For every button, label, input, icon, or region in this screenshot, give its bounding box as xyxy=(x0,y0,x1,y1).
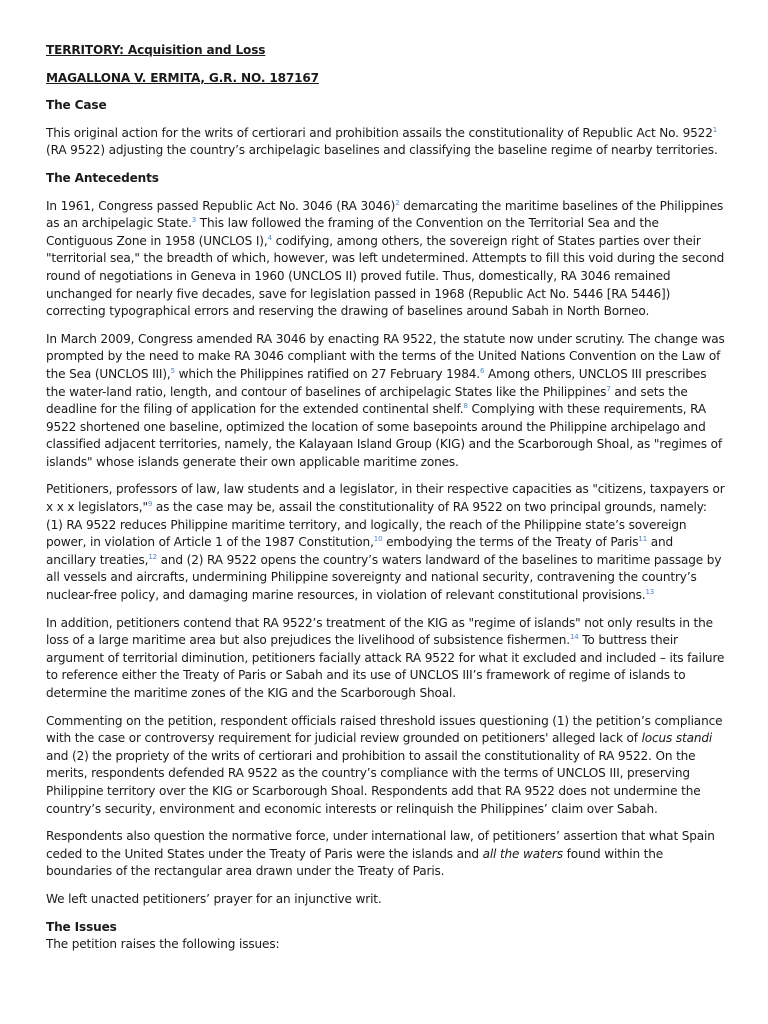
footnote-ref[interactable]: 12 xyxy=(148,552,157,561)
footnote-ref[interactable]: 9 xyxy=(147,500,153,509)
paragraph-respondents-question: Respondents also question the normative force, under international law, of petitioners’ assertion that what Spain ceded to the United States under the Treaty of Paris were the islands and all the waters found within the boundaries of the rectangular area drawn under the Treaty of Paris. xyxy=(46,829,715,879)
footnote-ref[interactable]: 1 xyxy=(712,125,718,134)
footnote-ref[interactable]: 8 xyxy=(463,402,468,411)
footnote-ref[interactable]: 4 xyxy=(267,233,272,242)
paragraph-antecedents-1: In 1961, Congress passed Republic Act No. 3046 (RA 3046)$^2$ demarcating the maritime baselines of the Philippines as an archipelagic State.$^3$ This law followed the framing of the Convention on the Territorial Sea and the Contiguous Zone in 1958 (UNCLOS I),$^4$ codifying, among others, the sovereign right of States parties over their "territorial sea," the breadth of which, however, was left undetermined. Attempts to fill this void during the second round of negotiations in Geneva in 1960 (UNCLOS II) proved futile. Thus, domestically, RA 3046 remained unchanged for nearly five decades, save for legislation passed in 1968 (Republic Act No. 5446 [RA 5446]) correcting typographical errors and reserving the drawing of baselines around Sabah in North Borneo. xyxy=(46,198,725,319)
footnote-ref[interactable]: 2 xyxy=(395,198,400,207)
document-title: TERRITORY: Acquisition and Loss xyxy=(46,43,266,57)
footnote-ref[interactable]: 6 xyxy=(479,366,485,375)
footnote-ref[interactable]: 11 xyxy=(638,535,648,544)
footnote-ref[interactable]: 10 xyxy=(373,535,383,544)
section-heading-case: The Case xyxy=(46,98,107,113)
footnote-ref[interactable]: 3 xyxy=(191,216,197,225)
section-heading-antecedents: The Antecedents xyxy=(46,170,159,185)
paragraph-case: This original action for the writs of certiorari and prohibition assails the constitutionality of Republic Act No. 9522$^1$ (RA 9522) adjusting the country’s archipelagic baselines and classifying the baseline regime of nearby territories. xyxy=(46,125,718,158)
paragraph-injunctive-writ: We left unacted petitioners’ prayer for an injunctive writ. xyxy=(46,891,382,906)
case-name: MAGALLONA V. ERMITA, G.R. NO. 187167 xyxy=(46,70,319,85)
document-page xyxy=(46,42,726,954)
paragraph-respondents-comment: Commenting on the petition, respondent officials raised threshold issues questioning (1) the petition’s compliance with the case or controversy requirement for judicial review grounded on petitioners' alleged lack of locus standi and (2) the propriety of the writs of certiorari and prohibition to assail the constitutionality of RA 9522. On the merits, respondents defended RA 9522 as the country’s compliance with the terms of UNCLOS III, preserving Philippine territory over the KIG or Scarborough Shoal. Respondents add that RA 9522 does not undermine the country’s security, environment and economic interests or relinquish the Philippines’ claim over Sabah. xyxy=(46,713,723,816)
paragraph-issues-intro: The petition raises the following issues: xyxy=(46,937,280,952)
paragraph-antecedents-2: In March 2009, Congress amended RA 3046 by enacting RA 9522, the statute now under scrutiny. The change was prompted by the need to make RA 3046 compliant with the terms of the United Nations Convention on the Law of the Sea (UNCLOS III),$^5$ which the Philippines ratified on 27 February 1984.$^6$ Among others, UNCLOS III prescribes the water-land ratio, length, and contour of baselines of archipelagic States like the Philippines$^7$ and sets the deadline for the filing of application for the extended continental shelf.$^8$ Complying with these requirements, RA 9522 shortened one baseline, optimized the location of some basepoints around the Philippine archipelago and classified adjacent territories, namely, the Kalayaan Island Group (KIG) and the Scarborough Shoal, as "regimes of islands" whose islands generate their own applicable maritime zones. xyxy=(46,331,725,469)
section-heading-issues: The Issues xyxy=(46,919,117,934)
footnote-ref[interactable]: 13 xyxy=(645,588,655,596)
footnote-ref[interactable]: 14 xyxy=(569,633,579,642)
paragraph-kig: In addition, petitioners contend that RA 9522’s treatment of the KIG as "regime of islands" not only results in the loss of a large maritime area but also prejudices the livelihood of subsistence fishermen.$^{14}$ To buttress their argument of territorial diminution, petitioners facially attack RA 9522 for what it excluded and included – its failure to reference either the Treaty of Paris or Sabah and its use of UNCLOS III’s framework of regime of islands to determine the maritime zones of the KIG and the Scarborough Shoal. xyxy=(46,615,725,700)
paragraph-petitioners: Petitioners, professors of law, law students and a legislator, in their respective capacities as "citizens, taxpayers or x x x legislators,"$^9$ as the case may be, assail the constitutionality of RA 9522 on two principal grounds, namely: (1) RA 9522 reduces Philippine maritime territory, and logically, the reach of the Philippine state’s sovereign power, in violation of Article 1 of the 1987 Constitution,$^{10}$ embodying the terms of the Treaty of Paris$^{11}$ and ancillary treaties,$^{12}$ and (2) RA 9522 opens the country’s waters landward of the baselines to maritime passage by all vessels and aircrafts, undermining Philippine sovereignty and national security, contravening the country’s nuclear-free policy, and damaging marine resources, in violation of relevant constitutional provisions.$^{13}$ xyxy=(46,482,725,603)
footnote-ref[interactable]: 5 xyxy=(170,366,175,375)
footnote-ref[interactable]: 7 xyxy=(606,384,611,393)
